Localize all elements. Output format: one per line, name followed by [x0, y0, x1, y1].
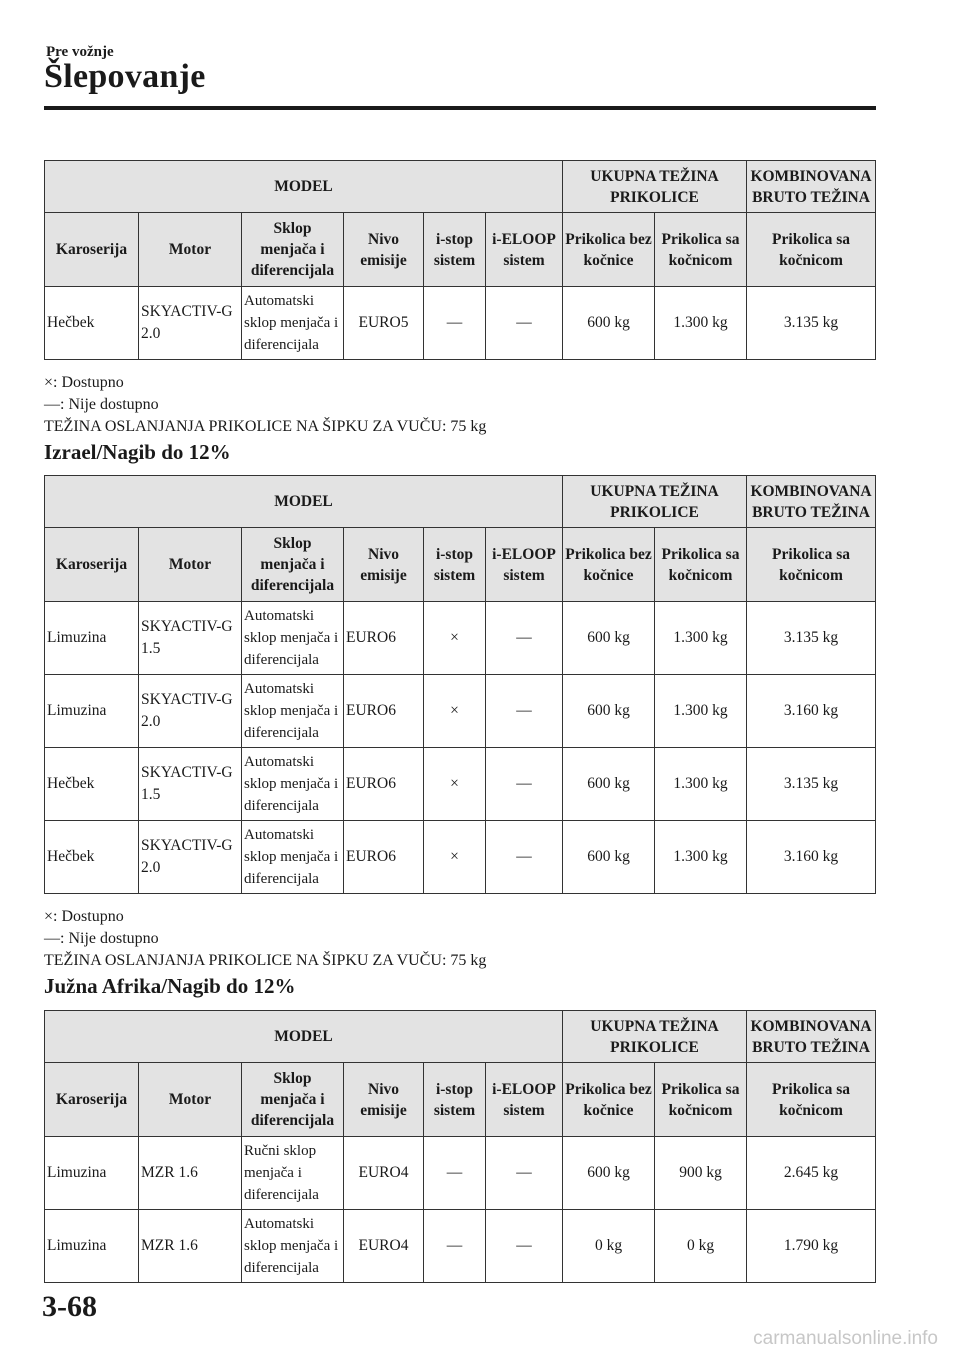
cell-braked: 1.300 kg — [655, 675, 747, 748]
header-unbraked: Prikolica bez kočnice — [563, 213, 655, 287]
cell-braked: 900 kg — [655, 1137, 747, 1210]
table-row — [45, 287, 876, 360]
header-emission: Nivo emisije — [344, 1063, 424, 1137]
spec-table-3 — [44, 1010, 876, 1283]
note-not-available: ―: Nije dostupno — [44, 930, 159, 947]
page-title: Šlepovanje — [44, 58, 206, 95]
cell-unbraked: 0 kg — [563, 1210, 655, 1283]
header-braked: Prikolica sa kočnicom — [655, 213, 747, 287]
cell-combined: 2.645 kg — [747, 1137, 876, 1210]
header-combined-braked: Prikolica sa kočnicom — [747, 528, 876, 602]
table-row — [45, 1210, 876, 1283]
cell-engine: SKYACTIV-G 2.0 — [139, 287, 242, 360]
header-ieloop: i-ELOOP sistem — [486, 528, 563, 602]
spec-table-1 — [44, 160, 876, 360]
cell-braked: 1.300 kg — [655, 287, 747, 360]
cell-emission: EURO6 — [344, 821, 424, 894]
cell-transmission: Automatski sklop menjača i diferencijala — [242, 1210, 344, 1283]
header-ieloop: i-ELOOP sistem — [486, 213, 563, 287]
cell-body: Limuzina — [45, 602, 139, 675]
header-combined-gross: KOMBINOVANA BRUTO TEŽINA — [747, 476, 876, 528]
header-unbraked: Prikolica bez kočnice — [563, 528, 655, 602]
header-braked: Prikolica sa kočnicom — [655, 1063, 747, 1137]
header-ieloop: i-ELOOP sistem — [486, 1063, 563, 1137]
cell-braked: 0 kg — [655, 1210, 747, 1283]
cell-ieloop: ― — [486, 821, 563, 894]
table-row — [45, 748, 876, 821]
header-engine: Motor — [139, 528, 242, 602]
note-not-available: ―: Nije dostupno — [44, 396, 159, 413]
cell-transmission: Automatski sklop menjača i diferencijala — [242, 602, 344, 675]
header-transmission: Sklop menjača i diferencijala — [242, 528, 344, 602]
header-model: MODEL — [45, 161, 563, 213]
cell-unbraked: 600 kg — [563, 821, 655, 894]
note-available: ×: Dostupno — [44, 374, 124, 391]
cell-braked: 1.300 kg — [655, 821, 747, 894]
cell-engine: MZR 1.6 — [139, 1210, 242, 1283]
cell-body: Limuzina — [45, 1210, 139, 1283]
cell-body: Hečbek — [45, 748, 139, 821]
cell-istop: × — [424, 675, 486, 748]
header-trailer-total: UKUPNA TEŽINA PRIKOLICE — [563, 476, 747, 528]
cell-transmission: Automatski sklop menjača i diferencijala — [242, 287, 344, 360]
cell-combined: 3.135 kg — [747, 287, 876, 360]
header-engine: Motor — [139, 1063, 242, 1137]
cell-unbraked: 600 kg — [563, 1137, 655, 1210]
cell-engine: SKYACTIV-G 2.0 — [139, 675, 242, 748]
cell-emission: EURO4 — [344, 1210, 424, 1283]
subheading-israel: Izrael/Nagib do 12% — [44, 440, 231, 464]
cell-engine: SKYACTIV-G 2.0 — [139, 821, 242, 894]
cell-istop: × — [424, 821, 486, 894]
header-body: Karoserija — [45, 1063, 139, 1137]
cell-engine: SKYACTIV-G 1.5 — [139, 602, 242, 675]
header-combined-gross: KOMBINOVANA BRUTO TEŽINA — [747, 1011, 876, 1063]
cell-istop: ― — [424, 1210, 486, 1283]
header-istop: i-stop sistem — [424, 1063, 486, 1137]
header-model: MODEL — [45, 1011, 563, 1063]
header-model: MODEL — [45, 476, 563, 528]
header-emission: Nivo emisije — [344, 213, 424, 287]
cell-unbraked: 600 kg — [563, 602, 655, 675]
cell-body: Limuzina — [45, 1137, 139, 1210]
watermark: carmanualsonline.info — [753, 1328, 938, 1349]
header-combined-braked: Prikolica sa kočnicom — [747, 1063, 876, 1137]
header-trailer-total: UKUPNA TEŽINA PRIKOLICE — [563, 161, 747, 213]
cell-combined: 3.135 kg — [747, 748, 876, 821]
cell-braked: 1.300 kg — [655, 602, 747, 675]
header-emission: Nivo emisije — [344, 528, 424, 602]
note-tongue-load: TEŽINA OSLANJANJA PRIKOLICE NA ŠIPKU ZA VUČU: 75 kg — [44, 952, 487, 969]
cell-transmission: Automatski sklop menjača i diferencijala — [242, 748, 344, 821]
header-engine: Motor — [139, 213, 242, 287]
cell-braked: 1.300 kg — [655, 748, 747, 821]
header-istop: i-stop sistem — [424, 528, 486, 602]
cell-unbraked: 600 kg — [563, 675, 655, 748]
header-trailer-total: UKUPNA TEŽINA PRIKOLICE — [563, 1011, 747, 1063]
cell-engine: MZR 1.6 — [139, 1137, 242, 1210]
header-transmission: Sklop menjača i diferencijala — [242, 1063, 344, 1137]
cell-istop: ― — [424, 1137, 486, 1210]
cell-ieloop: ― — [486, 675, 563, 748]
title-rule — [44, 106, 876, 110]
header-combined-gross: KOMBINOVANA BRUTO TEŽINA — [747, 161, 876, 213]
cell-istop: ― — [424, 287, 486, 360]
cell-istop: × — [424, 748, 486, 821]
cell-emission: EURO6 — [344, 602, 424, 675]
note-available: ×: Dostupno — [44, 908, 124, 925]
legend-notes-1 — [44, 372, 486, 438]
cell-unbraked: 600 kg — [563, 287, 655, 360]
note-tongue-load: TEŽINA OSLANJANJA PRIKOLICE NA ŠIPKU ZA VUČU: 75 kg — [44, 418, 487, 435]
legend-notes-2 — [44, 906, 486, 972]
header-unbraked: Prikolica bez kočnice — [563, 1063, 655, 1137]
header-combined-braked: Prikolica sa kočnicom — [747, 213, 876, 287]
cell-combined: 1.790 kg — [747, 1210, 876, 1283]
cell-ieloop: ― — [486, 1210, 563, 1283]
cell-istop: × — [424, 602, 486, 675]
cell-ieloop: ― — [486, 748, 563, 821]
cell-ieloop: ― — [486, 287, 563, 360]
cell-body: Hečbek — [45, 287, 139, 360]
cell-combined: 3.160 kg — [747, 675, 876, 748]
cell-emission: EURO6 — [344, 675, 424, 748]
cell-emission: EURO6 — [344, 748, 424, 821]
cell-engine: SKYACTIV-G 1.5 — [139, 748, 242, 821]
cell-unbraked: 600 kg — [563, 748, 655, 821]
cell-ieloop: ― — [486, 602, 563, 675]
table-row — [45, 675, 876, 748]
header-body: Karoserija — [45, 528, 139, 602]
cell-combined: 3.160 kg — [747, 821, 876, 894]
cell-body: Hečbek — [45, 821, 139, 894]
cell-combined: 3.135 kg — [747, 602, 876, 675]
header-transmission: Sklop menjača i diferencijala — [242, 213, 344, 287]
header-istop: i-stop sistem — [424, 213, 486, 287]
spec-table-2 — [44, 475, 876, 894]
cell-ieloop: ― — [486, 1137, 563, 1210]
cell-emission: EURO4 — [344, 1137, 424, 1210]
subheading-south-africa: Južna Afrika/Nagib do 12% — [44, 974, 296, 998]
cell-transmission: Ručni sklop menjača i diferencijala — [242, 1137, 344, 1210]
section-label: Pre vožnje — [46, 44, 114, 60]
table-row — [45, 1137, 876, 1210]
cell-body: Limuzina — [45, 675, 139, 748]
page-number: 3-68 — [42, 1290, 97, 1323]
cell-transmission: Automatski sklop menjača i diferencijala — [242, 675, 344, 748]
cell-transmission: Automatski sklop menjača i diferencijala — [242, 821, 344, 894]
header-braked: Prikolica sa kočnicom — [655, 528, 747, 602]
table-row — [45, 821, 876, 894]
header-body: Karoserija — [45, 213, 139, 287]
cell-emission: EURO5 — [344, 287, 424, 360]
table-row — [45, 602, 876, 675]
